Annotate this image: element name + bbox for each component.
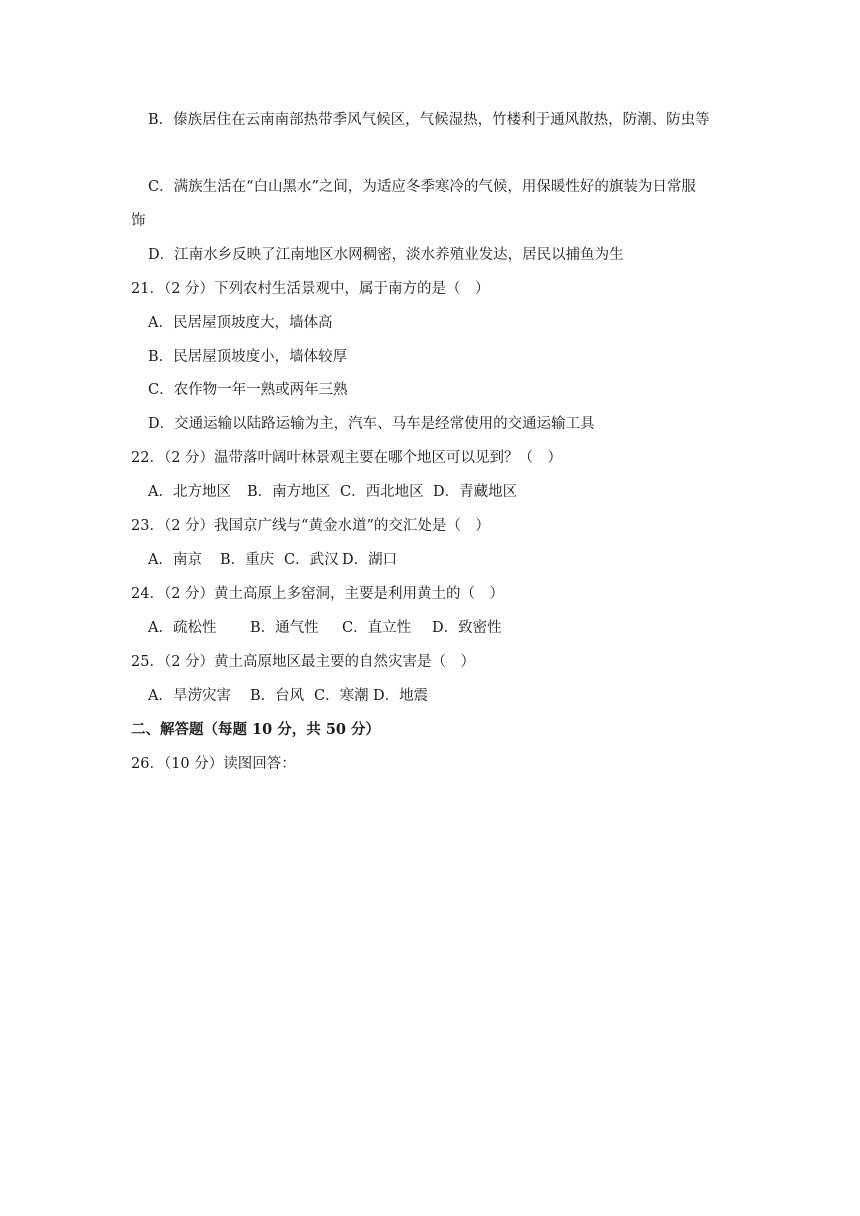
q22-option-a: A．北方地区	[148, 484, 231, 500]
q20-option-d: D．江南水乡反映了江南地区水网稠密，淡水养殖业发达，居民以捕鱼为生	[148, 247, 624, 263]
q21-option-d: D．交通运输以陆路运输为主，汽车、马车是经常使用的交通运输工具	[148, 416, 595, 432]
q22-option-b: B．南方地区	[247, 484, 331, 500]
q21-stem: 21．（2 分）下列农村生活景观中，属于南方的是（ ）	[131, 281, 490, 297]
q20-option-c-line1: C．满族生活在“白山黑水”之间，为适应冬季寒冷的气候，用保暖性好的旗装为日常服	[148, 179, 696, 195]
q25-option-c: C．寒潮	[314, 688, 369, 704]
q23-option-a: A．南京	[148, 552, 202, 568]
q23-option-b: B．重庆	[220, 552, 275, 568]
q21-option-c: C．农作物一年一熟或两年三熟	[148, 382, 348, 398]
q22-options	[148, 482, 708, 502]
q25-option-b: B．台风	[250, 688, 305, 704]
q21-option-a: A．民居屋顶坡度大，墙体高	[148, 315, 333, 331]
q24-option-a: A．疏松性	[148, 620, 217, 636]
q20-option-c-line2: 饰	[131, 213, 146, 229]
q24-stem: 24．（2 分）黄土高原上多窑洞，主要是利用黄土的（ ）	[131, 586, 505, 602]
q23-option-d: D．湖口	[342, 552, 398, 568]
q23-options	[148, 550, 708, 570]
q21-option-b: B．民居屋顶坡度小，墙体较厚	[148, 349, 348, 365]
q25-stem: 25．（2 分）黄土高原地区最主要的自然灾害是（ ）	[131, 654, 476, 670]
q20-option-b: B．傣族居住在云南南部热带季风气候区，气候湿热，竹楼利于通风散热，防潮、防虫等	[148, 112, 710, 128]
q23-stem: 23．（2 分）我国京广线与“黄金水道”的交汇处是（ ）	[131, 518, 490, 534]
q24-option-d: D．致密性	[432, 620, 502, 636]
q22-stem: 22．（2 分）温带落叶阔叶林景观主要在哪个地区可以见到？（ ）	[131, 450, 563, 466]
q24-option-b: B．通气性	[250, 620, 319, 636]
q22-option-c: C．西北地区	[340, 484, 424, 500]
q25-options	[148, 686, 708, 706]
q25-option-d: D．地震	[373, 688, 429, 704]
section-2-heading: 二、解答题（每题 10 分，共 50 分）	[131, 721, 381, 738]
q25-option-a: A．旱涝灾害	[148, 688, 231, 704]
q23-option-c: C．武汉	[284, 552, 339, 568]
q24-options	[148, 618, 708, 638]
q22-option-d: D．青藏地区	[433, 484, 518, 500]
q24-option-c: C．直立性	[342, 620, 412, 636]
q26-stem: 26．（10 分）读图回答：	[131, 756, 296, 772]
